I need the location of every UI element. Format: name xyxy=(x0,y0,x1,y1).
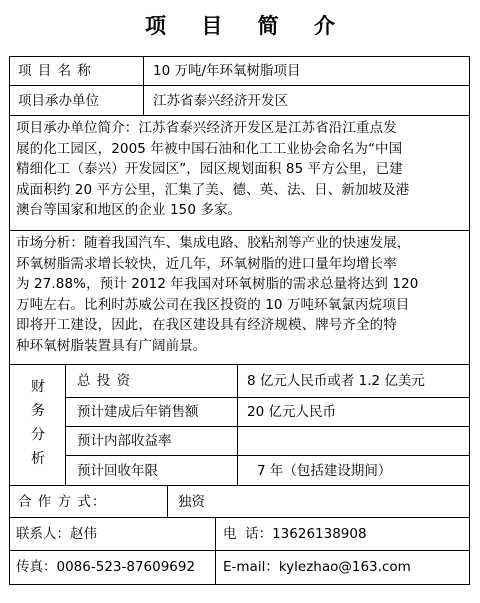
payback-value: 7 年（包括建设期间） xyxy=(257,463,392,479)
col-divider xyxy=(65,364,66,485)
irr-label: 预计内部收益率 xyxy=(77,433,172,449)
intro-line: 展的化工园区，2005 年被中国石油和化工工业协会命名为“中国 xyxy=(16,140,403,157)
cooperation-value: 独资 xyxy=(178,494,205,510)
page-title: 项 目 简 介 xyxy=(145,13,349,38)
row-divider xyxy=(10,364,469,365)
row-divider xyxy=(10,115,469,116)
annual-sales-label: 预计建成后年销售额 xyxy=(77,404,199,420)
finance-label-char: 务 xyxy=(31,403,45,419)
market-line: 为 27.88%，预计 2012 年我国对环氧树脂的需求总量将达到 120 xyxy=(16,276,419,293)
host-unit-label: 项目承办单位 xyxy=(18,93,99,109)
col-divider xyxy=(215,517,216,584)
col-divider xyxy=(143,57,144,115)
finance-label-char: 析 xyxy=(31,451,45,467)
col-divider xyxy=(237,364,238,485)
finance-label xyxy=(28,375,48,471)
market-line: 种环氧树脂装置具有广阔前景。 xyxy=(16,337,207,354)
intro-line: 精细化工（泰兴）开发园区”，园区规划面积 85 平方公里，已建 xyxy=(16,161,403,178)
row-divider xyxy=(65,455,469,456)
host-unit-value: 江苏省泰兴经济开发区 xyxy=(153,93,288,109)
payback-label: 预计回收年限 xyxy=(77,463,158,479)
intro-line: 澳台等国家和地区的企业 150 多家。 xyxy=(16,202,242,219)
row-divider xyxy=(10,517,469,518)
intro-line: 成面积约 20 平方公里，汇集了美、德、英、法、日、新加坡及港 xyxy=(16,181,410,198)
contact-email: E-mail：kylezhao@163.com xyxy=(223,559,411,575)
contact-person: 联系人：赵伟 xyxy=(16,526,97,542)
finance-label-char: 财 xyxy=(31,379,45,395)
project-table xyxy=(9,56,470,585)
row-divider xyxy=(10,230,469,231)
contact-fax: 传真：0086-523-87609692 xyxy=(16,559,196,575)
col-divider xyxy=(167,485,168,517)
row-divider xyxy=(10,550,469,551)
intro-paragraph xyxy=(16,118,409,221)
market-analysis-paragraph xyxy=(16,233,418,357)
row-divider xyxy=(10,85,469,86)
intro-line: 项目承办单位简介：江苏省泰兴经济开发区是江苏省沿江重点发 xyxy=(16,120,397,136)
cooperation-label: 合 作 方 式： xyxy=(18,494,107,510)
row-divider xyxy=(10,485,469,486)
project-name-value: 10 万吨/年环氧树脂项目 xyxy=(153,63,301,79)
total-investment-value: 8 亿元人民币或者 1.2 亿美元 xyxy=(247,373,425,389)
total-investment-label: 总 投 资 xyxy=(77,373,132,389)
finance-label-char: 分 xyxy=(31,427,45,443)
market-line: 即将开工建设，因此，在我区建设具有经济规模、牌号齐全的特 xyxy=(16,317,397,334)
market-line: 环氧树脂需求增长较快，近几年，环氧树脂的进口量年均增长率 xyxy=(16,255,397,272)
row-divider xyxy=(65,426,469,427)
project-name-label: 项 目 名 称 xyxy=(18,63,92,79)
row-divider xyxy=(65,397,469,398)
market-line: 万吨左右。比利时苏威公司在我区投资的 10 万吨环氧氯丙烷项目 xyxy=(16,296,410,313)
contact-phone: 电 话：13626138908 xyxy=(223,526,367,542)
market-line: 市场分析：随着我国汽车、集成电路、胶粘剂等产业的快速发展， xyxy=(16,235,411,251)
annual-sales-value: 20 亿元人民币 xyxy=(247,404,336,420)
